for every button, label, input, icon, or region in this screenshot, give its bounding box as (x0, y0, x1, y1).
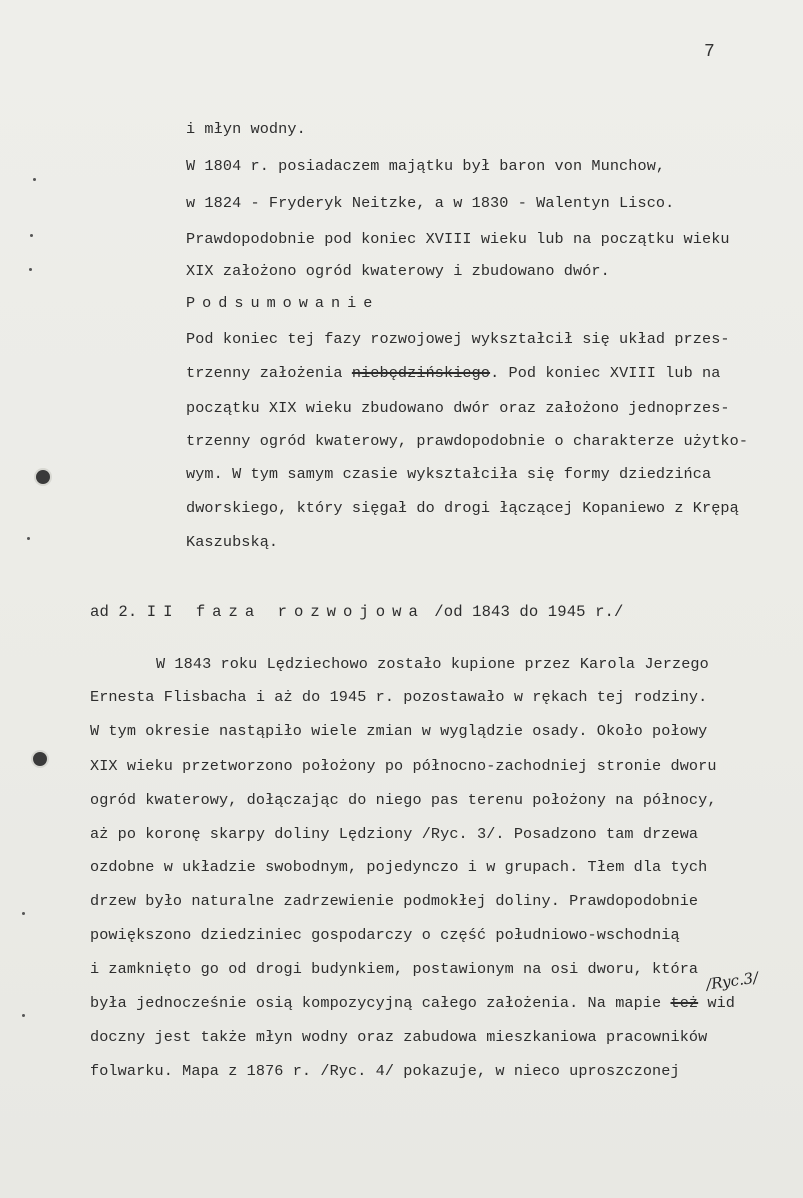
struck-word: niebędzińskiego (351, 364, 491, 382)
margin-dot (27, 537, 30, 540)
text-line: XIX wieku przetworzono położony po północno-zachodniej stronie dworu (90, 757, 717, 775)
text-line: Prawdopodobnie pod koniec XVIII wieku lub na początku wieku (186, 230, 730, 248)
punch-hole (33, 752, 47, 766)
text-line: XIX założono ogród kwaterowy i zbudowano dwór. (186, 262, 610, 280)
margin-dot (29, 268, 32, 271)
margin-dot (22, 912, 25, 915)
page-number: 7 (704, 42, 715, 62)
text-line: W 1804 r. posiadaczem majątku był baron von Munchow, (186, 157, 666, 175)
text-line: Pod koniec tej fazy rozwojowej wykształcił się układ przes- (186, 330, 730, 348)
text-line: Kaszubską. (186, 533, 279, 551)
margin-dot (33, 178, 36, 181)
text-line: i młyn wodny. (186, 120, 306, 138)
text-line: początku XIX wieku zbudowano dwór oraz założono jednoprzes- (186, 399, 730, 417)
text-segment: wid (698, 994, 735, 1012)
text-line: powiększono dziedziniec gospodarczy o część południowo-wschodnią (90, 926, 680, 944)
text-line: dworskiego, który sięgał do drogi łączącej Kopaniewo z Krępą (186, 499, 739, 517)
text-line: ozdobne w układzie swobodnym, pojedynczo i w grupach. Tłem dla tych (90, 858, 708, 876)
section-heading-summary: Podsumowanie (186, 294, 380, 312)
text-line: ogród kwaterowy, dołączając do niego pas terenu położony na północy, (90, 791, 717, 809)
text-segment: . Pod koniec XVIII lub na (490, 364, 721, 382)
heading-dates: /od 1843 do 1945 r./ (424, 603, 624, 621)
heading-number: ad 2. (90, 603, 147, 621)
text-line: i zamknięto go od drogi budynkiem, postawionym na osi dworu, która (90, 960, 699, 978)
punch-hole (36, 470, 50, 484)
section-heading-phase-2 (90, 603, 623, 621)
text-line-with-strikethrough (90, 994, 735, 1012)
text-line: trzenny ogród kwaterowy, prawdopodobnie o charakterze użytko- (186, 432, 749, 450)
text-line: wym. W tym samym czasie wykształciła się formy dziedzińca (186, 465, 712, 483)
text-line: Ernesta Flisbacha i aż do 1945 r. pozostawało w rękach tej rodziny. (90, 688, 708, 706)
margin-dot (30, 234, 33, 237)
handwritten-note: /Ryc.3/ (705, 968, 760, 994)
struck-word: też (670, 994, 699, 1012)
text-segment: była jednocześnie osią kompozycyjną całego założenia. Na mapie (90, 994, 671, 1012)
text-line: aż po koronę skarpy doliny Lędziony /Ryc. 3/. Posadzono tam drzewa (90, 825, 699, 843)
text-line: doczny jest także młyn wodny oraz zabudowa mieszkaniowa pracowników (90, 1028, 708, 1046)
text-segment: trzenny założenia (186, 364, 352, 382)
heading-title: II faza rozwojowa (146, 603, 425, 621)
text-line: W tym okresie nastąpiło wiele zmian w wyglądzie osady. Około połowy (90, 722, 708, 740)
text-line: drzew było naturalne zadrzewienie podmokłej doliny. Prawdopodobnie (90, 892, 699, 910)
text-line-with-strikethrough (186, 364, 720, 382)
text-line: folwarku. Mapa z 1876 r. /Ryc. 4/ pokazuje, w nieco uproszczonej (90, 1062, 680, 1080)
text-line: W 1843 roku Lędziechowo zostało kupione przez Karola Jerzego (156, 655, 709, 673)
text-line: w 1824 - Fryderyk Neitzke, a w 1830 - Walentyn Lisco. (186, 194, 675, 212)
margin-dot (22, 1014, 25, 1017)
